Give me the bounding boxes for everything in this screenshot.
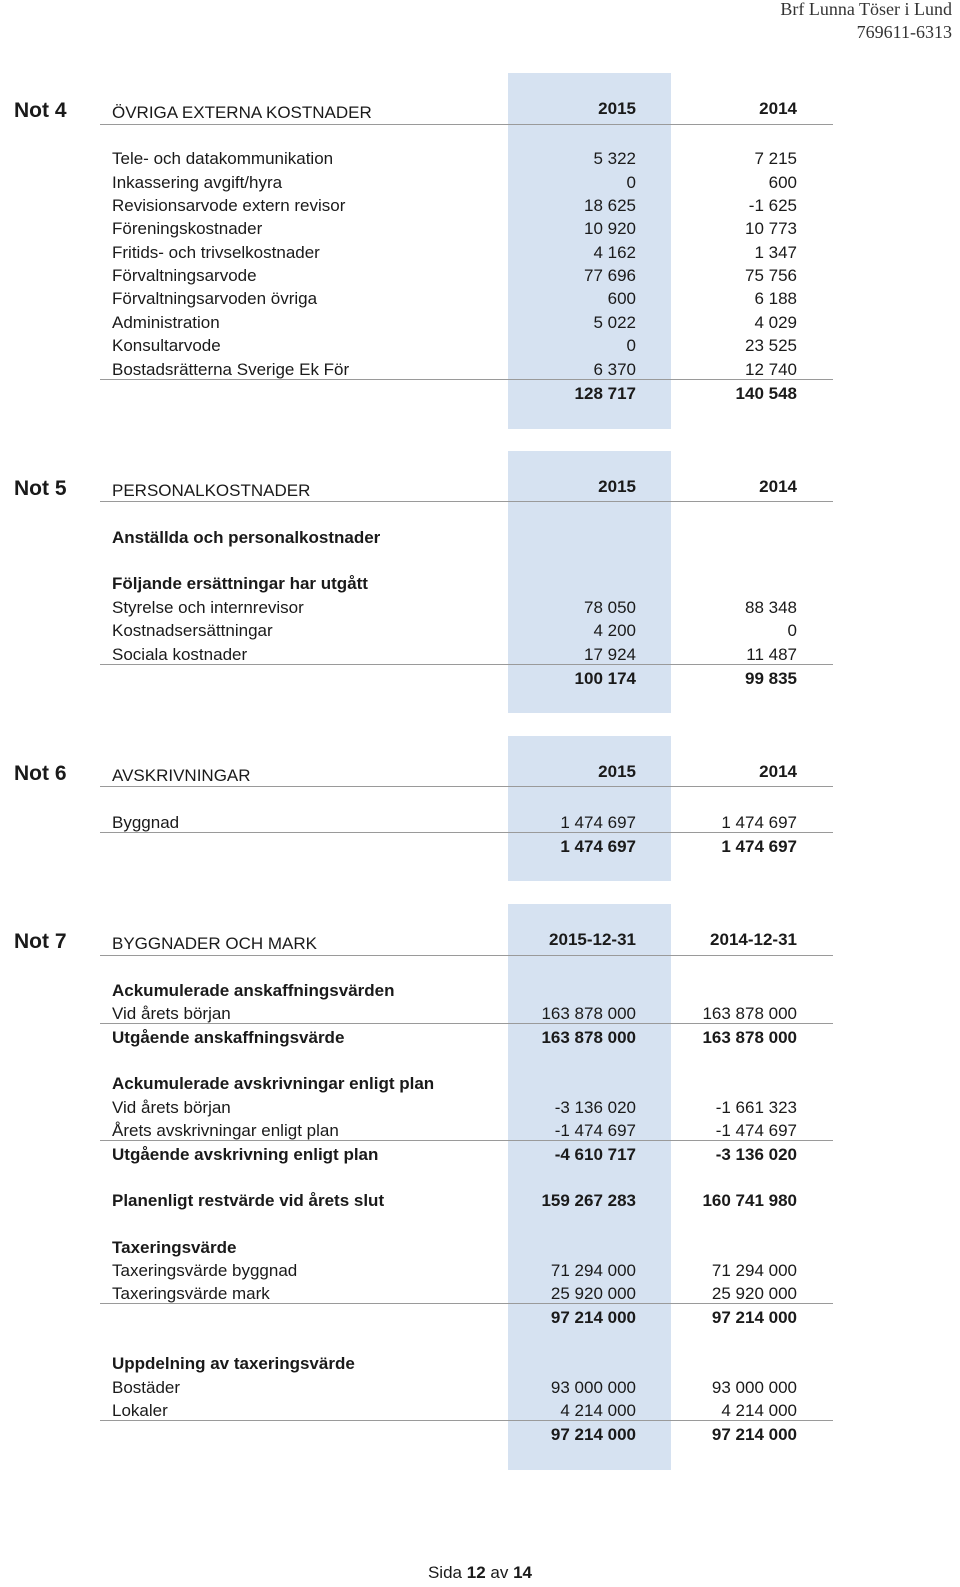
table-row <box>0 1376 960 1400</box>
note-label: Not 4 <box>14 99 67 122</box>
value-2015: 10 920 <box>584 219 636 238</box>
total-row <box>0 1423 960 1447</box>
value-2015: 5 022 <box>593 313 636 332</box>
note-title: AVSKRIVNINGAR <box>112 766 251 785</box>
divider <box>100 832 833 833</box>
value-2014: 1 347 <box>754 243 797 262</box>
value-2015: 4 214 000 <box>560 1401 636 1420</box>
table-row <box>0 194 960 218</box>
document-header <box>780 0 952 44</box>
footer-prefix: Sida <box>427 1563 462 1582</box>
row-label: Byggnad <box>112 813 180 832</box>
value-2014: 75 756 <box>745 266 797 285</box>
value-2014: 93 000 000 <box>711 1378 797 1397</box>
row-label: Revisionsarvode extern revisor <box>112 196 346 215</box>
row-label: Utgående anskaffningsvärde <box>112 1028 345 1047</box>
row-label: Förvaltningsarvode <box>112 266 257 285</box>
table-row <box>0 171 960 195</box>
total-row <box>0 667 960 691</box>
row-label: Kostnadsersättningar <box>112 621 273 640</box>
value-2014: 12 740 <box>745 360 797 379</box>
divider <box>100 124 833 125</box>
total-row <box>0 835 960 859</box>
divider <box>100 664 833 665</box>
year-col2: 2014 <box>759 762 797 781</box>
value-2015: 600 <box>607 289 636 308</box>
row-label: Följande ersättningar har utgått <box>112 574 368 593</box>
divider <box>100 1140 833 1141</box>
row-label: Sociala kostnader <box>112 645 248 664</box>
row-label: Vid årets början <box>112 1098 231 1117</box>
divider <box>100 1420 833 1421</box>
row-label: Inkassering avgift/hyra <box>112 173 283 192</box>
table-row <box>0 264 960 288</box>
table-row <box>0 1096 960 1120</box>
total-2014: 1 474 697 <box>721 837 797 856</box>
value-2014: 163 878 000 <box>702 1004 797 1023</box>
section-heading <box>0 1352 960 1376</box>
value-2014: -3 136 020 <box>715 1145 797 1164</box>
table-row <box>0 311 960 335</box>
value-2014: 160 741 980 <box>702 1191 797 1210</box>
total-2014: 97 214 000 <box>711 1425 797 1444</box>
divider <box>100 501 833 502</box>
row-label: Utgående avskrivning enligt plan <box>112 1145 379 1164</box>
row-label: Ackumulerade anskaffningsvärden <box>112 981 395 1000</box>
row-label: Förvaltningsarvoden övriga <box>112 289 318 308</box>
value-2015: 159 267 283 <box>541 1191 636 1210</box>
value-2014: -1 625 <box>748 196 797 215</box>
note-title: ÖVRIGA EXTERNA KOSTNADER <box>112 103 372 122</box>
row-label: Bostäder <box>112 1378 181 1397</box>
note-title: BYGGNADER OCH MARK <box>112 934 317 953</box>
org-number: 769611-6313 <box>856 22 952 42</box>
value-2015: 163 878 000 <box>541 1028 636 1047</box>
table-row <box>0 619 960 643</box>
value-2015: 78 050 <box>584 598 636 617</box>
value-2015: 71 294 000 <box>550 1261 636 1280</box>
highlight-column <box>508 736 671 881</box>
table-row <box>0 1259 960 1283</box>
row-label: Tele- och datakommunikation <box>112 149 334 168</box>
section-heading <box>0 1072 960 1096</box>
section-heading <box>0 1236 960 1260</box>
value-2015: 5 322 <box>593 149 636 168</box>
value-2015: 18 625 <box>584 196 636 215</box>
total-2015: 97 214 000 <box>550 1308 636 1327</box>
value-2014: 600 <box>768 173 797 192</box>
note-label: Not 6 <box>14 762 67 785</box>
section-heading <box>0 572 960 596</box>
value-2014: 71 294 000 <box>711 1261 797 1280</box>
section-heading <box>0 526 960 550</box>
value-2015: 17 924 <box>584 645 636 664</box>
subtotal-row <box>0 1026 960 1050</box>
row-label: Planenligt restvärde vid årets slut <box>112 1191 385 1210</box>
value-2015: 6 370 <box>593 360 636 379</box>
value-2014: 10 773 <box>745 219 797 238</box>
year-col1: 2015 <box>598 477 636 496</box>
total-2014: 140 548 <box>735 384 797 403</box>
table-row <box>0 334 960 358</box>
year-col2: 2014-12-31 <box>710 930 797 949</box>
value-2014: 163 878 000 <box>702 1028 797 1047</box>
note-label: Not 5 <box>14 477 67 500</box>
total-pages: 14 <box>513 1563 533 1582</box>
divider <box>100 955 833 956</box>
row-label: Taxeringsvärde byggnad <box>112 1261 298 1280</box>
value-2014: 88 348 <box>745 598 797 617</box>
row-label: Taxeringsvärde <box>112 1238 237 1257</box>
value-2014: 7 215 <box>754 149 797 168</box>
value-2015: -4 610 717 <box>554 1145 636 1164</box>
total-2015: 100 174 <box>574 669 636 688</box>
value-2015: 0 <box>626 336 636 355</box>
page-footer <box>0 1562 960 1584</box>
year-col1: 2015-12-31 <box>549 930 636 949</box>
value-2014: 1 474 697 <box>721 813 797 832</box>
footer-of: av <box>490 1563 509 1582</box>
total-row <box>0 382 960 406</box>
value-2014: -1 474 697 <box>715 1121 797 1140</box>
table-row <box>0 596 960 620</box>
value-2014: 4 214 000 <box>721 1401 797 1420</box>
result-row <box>0 1189 960 1213</box>
total-2015: 128 717 <box>574 384 636 403</box>
note-label: Not 7 <box>14 930 67 953</box>
year-col1: 2015 <box>598 99 636 118</box>
total-2015: 1 474 697 <box>560 837 636 856</box>
divider <box>100 1023 833 1024</box>
row-label: Ackumulerade avskrivningar enligt plan <box>112 1074 435 1093</box>
year-col2: 2014 <box>759 99 797 118</box>
total-2015: 97 214 000 <box>550 1425 636 1444</box>
value-2015: 77 696 <box>584 266 636 285</box>
value-2015: 93 000 000 <box>550 1378 636 1397</box>
row-label: Lokaler <box>112 1401 168 1420</box>
row-label: Fritids- och trivselkostnader <box>112 243 320 262</box>
row-label: Uppdelning av taxeringsvärde <box>112 1354 355 1373</box>
current-page: 12 <box>466 1563 486 1582</box>
table-row <box>0 147 960 171</box>
year-col1: 2015 <box>598 762 636 781</box>
value-2014: 4 029 <box>754 313 797 332</box>
value-2015: 4 162 <box>593 243 636 262</box>
value-2015: 4 200 <box>593 621 636 640</box>
value-2015: 1 474 697 <box>560 813 636 832</box>
value-2014: 23 525 <box>745 336 797 355</box>
org-name: Brf Lunna Töser i Lund <box>780 0 952 19</box>
total-2014: 99 835 <box>745 669 797 688</box>
row-label: Årets avskrivningar enligt plan <box>112 1121 339 1140</box>
value-2015: 0 <box>626 173 636 192</box>
value-2014: 6 188 <box>754 289 797 308</box>
table-row <box>0 287 960 311</box>
subtotal-row <box>0 1143 960 1167</box>
row-label: Anställda och personalkostnader <box>112 528 381 547</box>
row-label: Administration <box>112 313 220 332</box>
note-title: PERSONALKOSTNADER <box>112 481 311 500</box>
total-2014: 97 214 000 <box>711 1308 797 1327</box>
value-2015: -3 136 020 <box>554 1098 636 1117</box>
row-label: Vid årets början <box>112 1004 231 1023</box>
value-2014: -1 661 323 <box>715 1098 797 1117</box>
value-2014: 25 920 000 <box>711 1284 797 1303</box>
divider <box>100 379 833 380</box>
value-2015: 163 878 000 <box>541 1004 636 1023</box>
value-2014: 11 487 <box>746 645 797 664</box>
value-2015: -1 474 697 <box>554 1121 636 1140</box>
value-2015: 25 920 000 <box>550 1284 636 1303</box>
divider <box>100 786 833 787</box>
row-label: Bostadsrätterna Sverige Ek För <box>112 360 350 379</box>
value-2014: 0 <box>787 621 797 640</box>
row-label: Taxeringsvärde mark <box>112 1284 270 1303</box>
table-row <box>0 217 960 241</box>
divider <box>100 1303 833 1304</box>
year-col2: 2014 <box>759 477 797 496</box>
total-row <box>0 1306 960 1330</box>
row-label: Konsultarvode <box>112 336 221 355</box>
row-label: Föreningskostnader <box>112 219 263 238</box>
table-row <box>0 241 960 265</box>
row-label: Styrelse och internrevisor <box>112 598 304 617</box>
section-heading <box>0 979 960 1003</box>
